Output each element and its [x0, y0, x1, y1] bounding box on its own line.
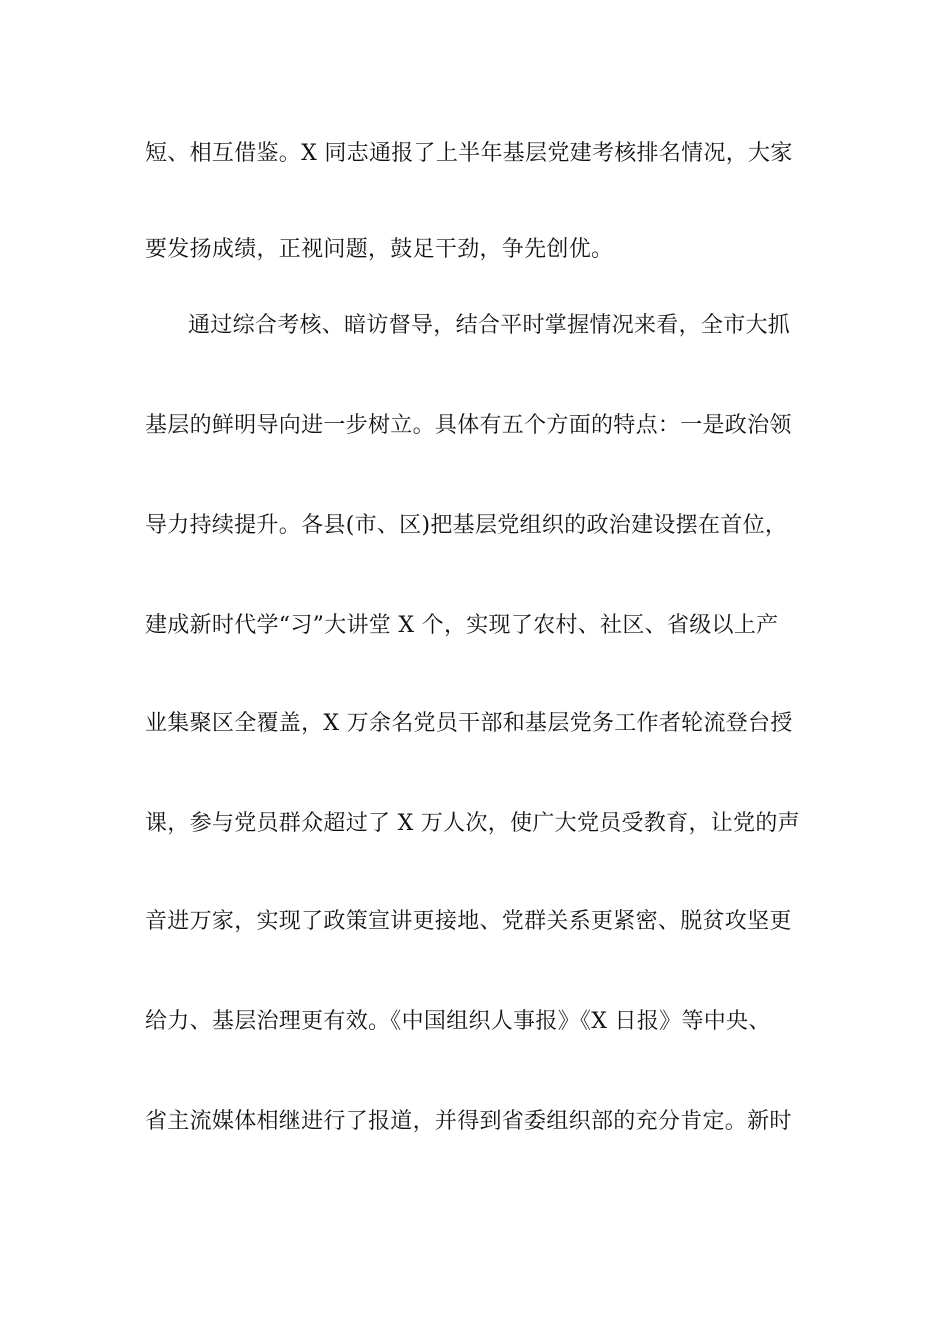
- text-line: 业集聚区全覆盖，X 万余名党员干部和基层党务工作者轮流登台授: [145, 711, 793, 736]
- paragraph-first-line: 通过综合考核、暗访督导，结合平时掌握情况来看，全市大抓: [188, 313, 791, 338]
- text-line: 给力、基层治理更有效。《中国组织人事报》《X 日报》等中央、: [145, 1009, 771, 1034]
- text-line: 要发扬成绩，正视问题，鼓足干劲，争先创优。: [145, 237, 614, 262]
- text-line: 导力持续提升。各县(市、区)把基层党组织的政治建设摆在首位，: [145, 513, 788, 538]
- text-line: 课，参与党员群众超过了 X 万人次，使广大党员受教育，让党的声: [145, 811, 800, 836]
- text-line: 基层的鲜明导向进一步树立。具体有五个方面的特点：一是政治领: [145, 413, 792, 438]
- text-line: 短、相互借鉴。X 同志通报了上半年基层党建考核排名情况，大家: [145, 141, 793, 166]
- text-line: 音进万家，实现了政策宣讲更接地、党群关系更紧密、脱贫攻坚更: [145, 909, 792, 934]
- text-line: 省主流媒体相继进行了报道，并得到省委组织部的充分肯定。新时: [145, 1109, 792, 1134]
- text-line: 建成新时代学“习”大讲堂 X 个，实现了农村、社区、省级以上产: [145, 613, 779, 638]
